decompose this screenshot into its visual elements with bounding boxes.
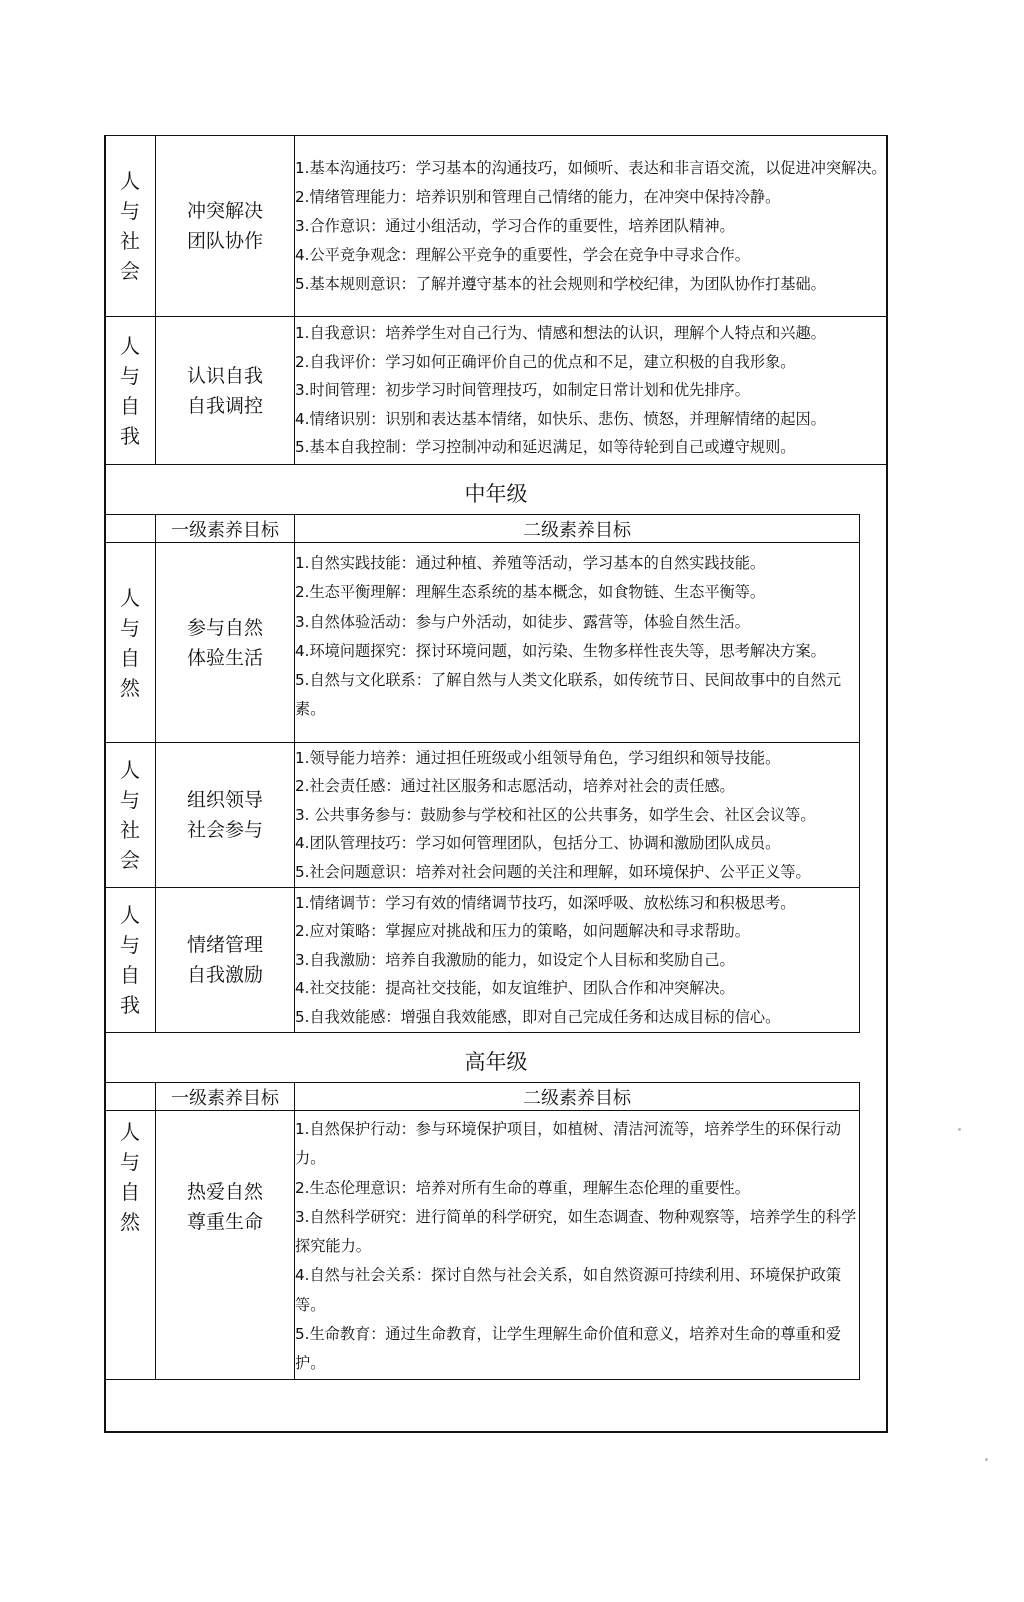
goal-item: 5.社会问题意识：培养对社会问题的关注和理解，如环境保护、公平正义等。 xyxy=(295,862,811,881)
dimension-cell xyxy=(105,888,156,1033)
secondary-goals-cell xyxy=(295,1111,860,1380)
primary-goal-line: 尊重生命 xyxy=(186,1211,263,1233)
goal-item: 5.基本自我控制：学习控制冲动和延迟满足，如等待轮到自己或遵守规则。 xyxy=(295,438,796,457)
dimension-char: 人 xyxy=(120,1120,140,1144)
goal-item: 2.自我评价：学习如何正确评价自己的优点和不足，建立积极的自我形象。 xyxy=(295,352,796,371)
goal-item: 2.生态平衡理解：理解生态系统的基本概念，如食物链、生态平衡等。 xyxy=(295,583,766,602)
primary-goal-cell xyxy=(156,888,295,1033)
dimension-cell xyxy=(105,136,156,317)
primary-goal-cell xyxy=(156,543,295,743)
dimension-char: 社 xyxy=(120,818,140,842)
header-cell-primary: 一级素养目标 xyxy=(156,515,295,543)
dimension-char: 我 xyxy=(120,423,140,448)
dimension-cell xyxy=(105,543,156,743)
dimension-char: 与 xyxy=(120,199,140,223)
goal-item: 5.自我效能感：增强自我效能感，即对自己完成任务和达成目标的信心。 xyxy=(295,1007,781,1026)
dimension-char: 然 xyxy=(120,1210,140,1234)
table-header-row xyxy=(105,515,860,543)
table-row xyxy=(105,136,888,317)
dimension-char: 会 xyxy=(120,259,140,283)
goal-item: 2.应对策略：掌握应对挑战和压力的策略，如问题解决和寻求帮助。 xyxy=(295,922,750,941)
secondary-goals-cell xyxy=(295,543,860,743)
primary-goal-line: 热爱自然 xyxy=(186,1181,263,1203)
goal-item: 4.情绪识别：识别和表达基本情绪，如快乐、悲伤、愤怒，并理解情绪的起因。 xyxy=(295,409,826,428)
dimension-char: 自 xyxy=(120,393,140,418)
header-cell-empty xyxy=(105,515,156,543)
secondary-goals-cell xyxy=(295,317,888,465)
scan-speck xyxy=(985,1458,988,1461)
dimension-cell xyxy=(105,317,156,465)
dimension-char: 我 xyxy=(120,993,140,1017)
secondary-goals-cell xyxy=(295,136,888,317)
goal-item: 4.公平竞争观念：理解公平竞争的重要性，学会在竞争中寻求合作。 xyxy=(295,245,750,264)
section-title-upper: 高年级 xyxy=(464,1050,528,1074)
goal-item: 2.情绪管理能力：培养识别和管理自己情绪的能力，在冲突中保持冷静。 xyxy=(295,187,781,206)
goal-item: 3.自然科学研究：进行简单的科学研究，如生态调查、物种观察等，培养学生的科学探究能力。 xyxy=(295,1207,857,1256)
dimension-cell xyxy=(105,1111,156,1380)
goal-item: 5.自然与文化联系：了解自然与人类文化联系，如传统节日、民间故事中的自然元素。 xyxy=(295,671,842,719)
primary-goal-line: 冲突解决 xyxy=(186,200,263,222)
dimension-char: 人 xyxy=(120,333,140,358)
header-cell-primary: 一级素养目标 xyxy=(156,1083,295,1111)
primary-goal-cell xyxy=(156,743,295,888)
goal-item: 2.社会责任感：通过社区服务和志愿活动，培养对社会的责任感。 xyxy=(295,777,735,796)
lower-grade-table xyxy=(104,135,888,465)
primary-goal-line: 团队协作 xyxy=(186,230,263,252)
primary-goal-line: 体验生活 xyxy=(186,646,263,669)
section-title-middle: 中年级 xyxy=(464,482,528,506)
goal-item: 3.自然体验活动：参与户外活动，如徒步、露营等，体验自然生活。 xyxy=(295,612,750,631)
goal-item: 3.自我激励：培养自我激励的能力，如设定个人目标和奖励自己。 xyxy=(295,950,735,969)
dimension-char: 自 xyxy=(120,1180,140,1204)
dimension-cell xyxy=(105,743,156,888)
goal-item: 1.情绪调节：学习有效的情绪调节技巧，如深呼吸、放松练习和积极思考。 xyxy=(295,893,796,912)
table-header-row xyxy=(105,1083,860,1111)
dimension-char: 人 xyxy=(120,903,140,927)
goal-item: 1.领导能力培养：通过担任班级或小组领导角色，学习组织和领导技能。 xyxy=(295,748,781,767)
dimension-char: 人 xyxy=(120,585,140,610)
goal-item: 3. 公共事务参与：鼓励参与学校和社区的公共事务，如学生会、社区会议等。 xyxy=(295,805,816,824)
dimension-char: 与 xyxy=(120,363,140,388)
table-row xyxy=(105,543,860,743)
primary-goal-line: 组织领导 xyxy=(186,789,263,811)
primary-goal-cell xyxy=(156,317,295,465)
primary-goal-line: 参与自然 xyxy=(186,616,263,639)
primary-goal-line: 认识自我 xyxy=(186,364,263,387)
secondary-goals-cell xyxy=(295,888,860,1033)
goal-item: 5.生命教育：通过生命教育，让学生理解生命价值和意义，培养对生命的尊重和爱护。 xyxy=(295,1325,842,1373)
dimension-char: 然 xyxy=(120,675,140,700)
goal-item: 1.基本沟通技巧：学习基本的沟通技巧，如倾听、表达和非言语交流，以促进冲突解决。 xyxy=(295,158,887,177)
primary-goal-cell xyxy=(156,136,295,317)
upper-grade-table xyxy=(104,1082,860,1380)
goal-item: 2.生态伦理意识：培养对所有生命的尊重，理解生态伦理的重要性。 xyxy=(295,1178,750,1197)
table-row xyxy=(105,888,860,1033)
primary-goal-line: 自我调控 xyxy=(186,394,263,417)
primary-goal-line: 自我激励 xyxy=(186,964,263,986)
dimension-char: 会 xyxy=(120,848,140,872)
middle-grade-table xyxy=(104,514,860,1033)
dimension-char: 与 xyxy=(120,615,140,640)
header-cell-empty xyxy=(105,1083,156,1111)
header-cell-secondary: 二级素养目标 xyxy=(295,515,860,543)
dimension-char: 社 xyxy=(120,229,140,253)
dimension-char: 与 xyxy=(120,788,140,812)
secondary-goals-cell xyxy=(295,743,860,888)
table-row xyxy=(105,317,888,465)
goal-item: 1.自然实践技能：通过种植、养殖等活动，学习基本的自然实践技能。 xyxy=(295,554,766,572)
primary-goal-cell xyxy=(156,1111,295,1380)
dimension-char: 人 xyxy=(120,169,140,193)
goal-item: 4.环境问题探究：探讨环境问题，如污染、生物多样性丧失等，思考解决方案。 xyxy=(295,641,826,660)
primary-goal-line: 情绪管理 xyxy=(186,934,263,956)
table-row xyxy=(105,743,860,888)
table-row xyxy=(105,1111,860,1380)
dimension-char: 自 xyxy=(120,963,140,987)
dimension-char: 与 xyxy=(120,933,140,957)
goal-item: 4.团队管理技巧：学习如何管理团队，包括分工、协调和激励团队成员。 xyxy=(295,834,781,853)
header-cell-secondary: 二级素养目标 xyxy=(295,1083,860,1111)
goal-item: 3.时间管理：初步学习时间管理技巧，如制定日常计划和优先排序。 xyxy=(295,381,750,400)
dimension-char: 自 xyxy=(120,645,140,670)
scan-speck xyxy=(958,1128,961,1131)
primary-goal-line: 社会参与 xyxy=(186,819,263,841)
goal-item: 3.合作意识：通过小组活动，学习合作的重要性，培养团队精神。 xyxy=(295,216,735,235)
goal-item: 4.自然与社会关系：探讨自然与社会关系，如自然资源可持续利用、环境保护政策等。 xyxy=(295,1266,842,1314)
goal-item: 5.基本规则意识：了解并遵守基本的社会规则和学校纪律，为团队协作打基础。 xyxy=(295,274,826,293)
dimension-char: 人 xyxy=(120,758,140,782)
goal-item: 4.社交技能：提高社交技能，如友谊维护、团队合作和冲突解决。 xyxy=(295,979,735,998)
goal-item: 1.自我意识：培养学生对自己行为、情感和想法的认识，理解个人特点和兴趣。 xyxy=(295,324,826,343)
goal-item: 1.自然保护行动：参与环境保护项目，如植树、清洁河流等，培养学生的环保行动力。 xyxy=(295,1120,842,1168)
dimension-char: 与 xyxy=(120,1150,140,1174)
